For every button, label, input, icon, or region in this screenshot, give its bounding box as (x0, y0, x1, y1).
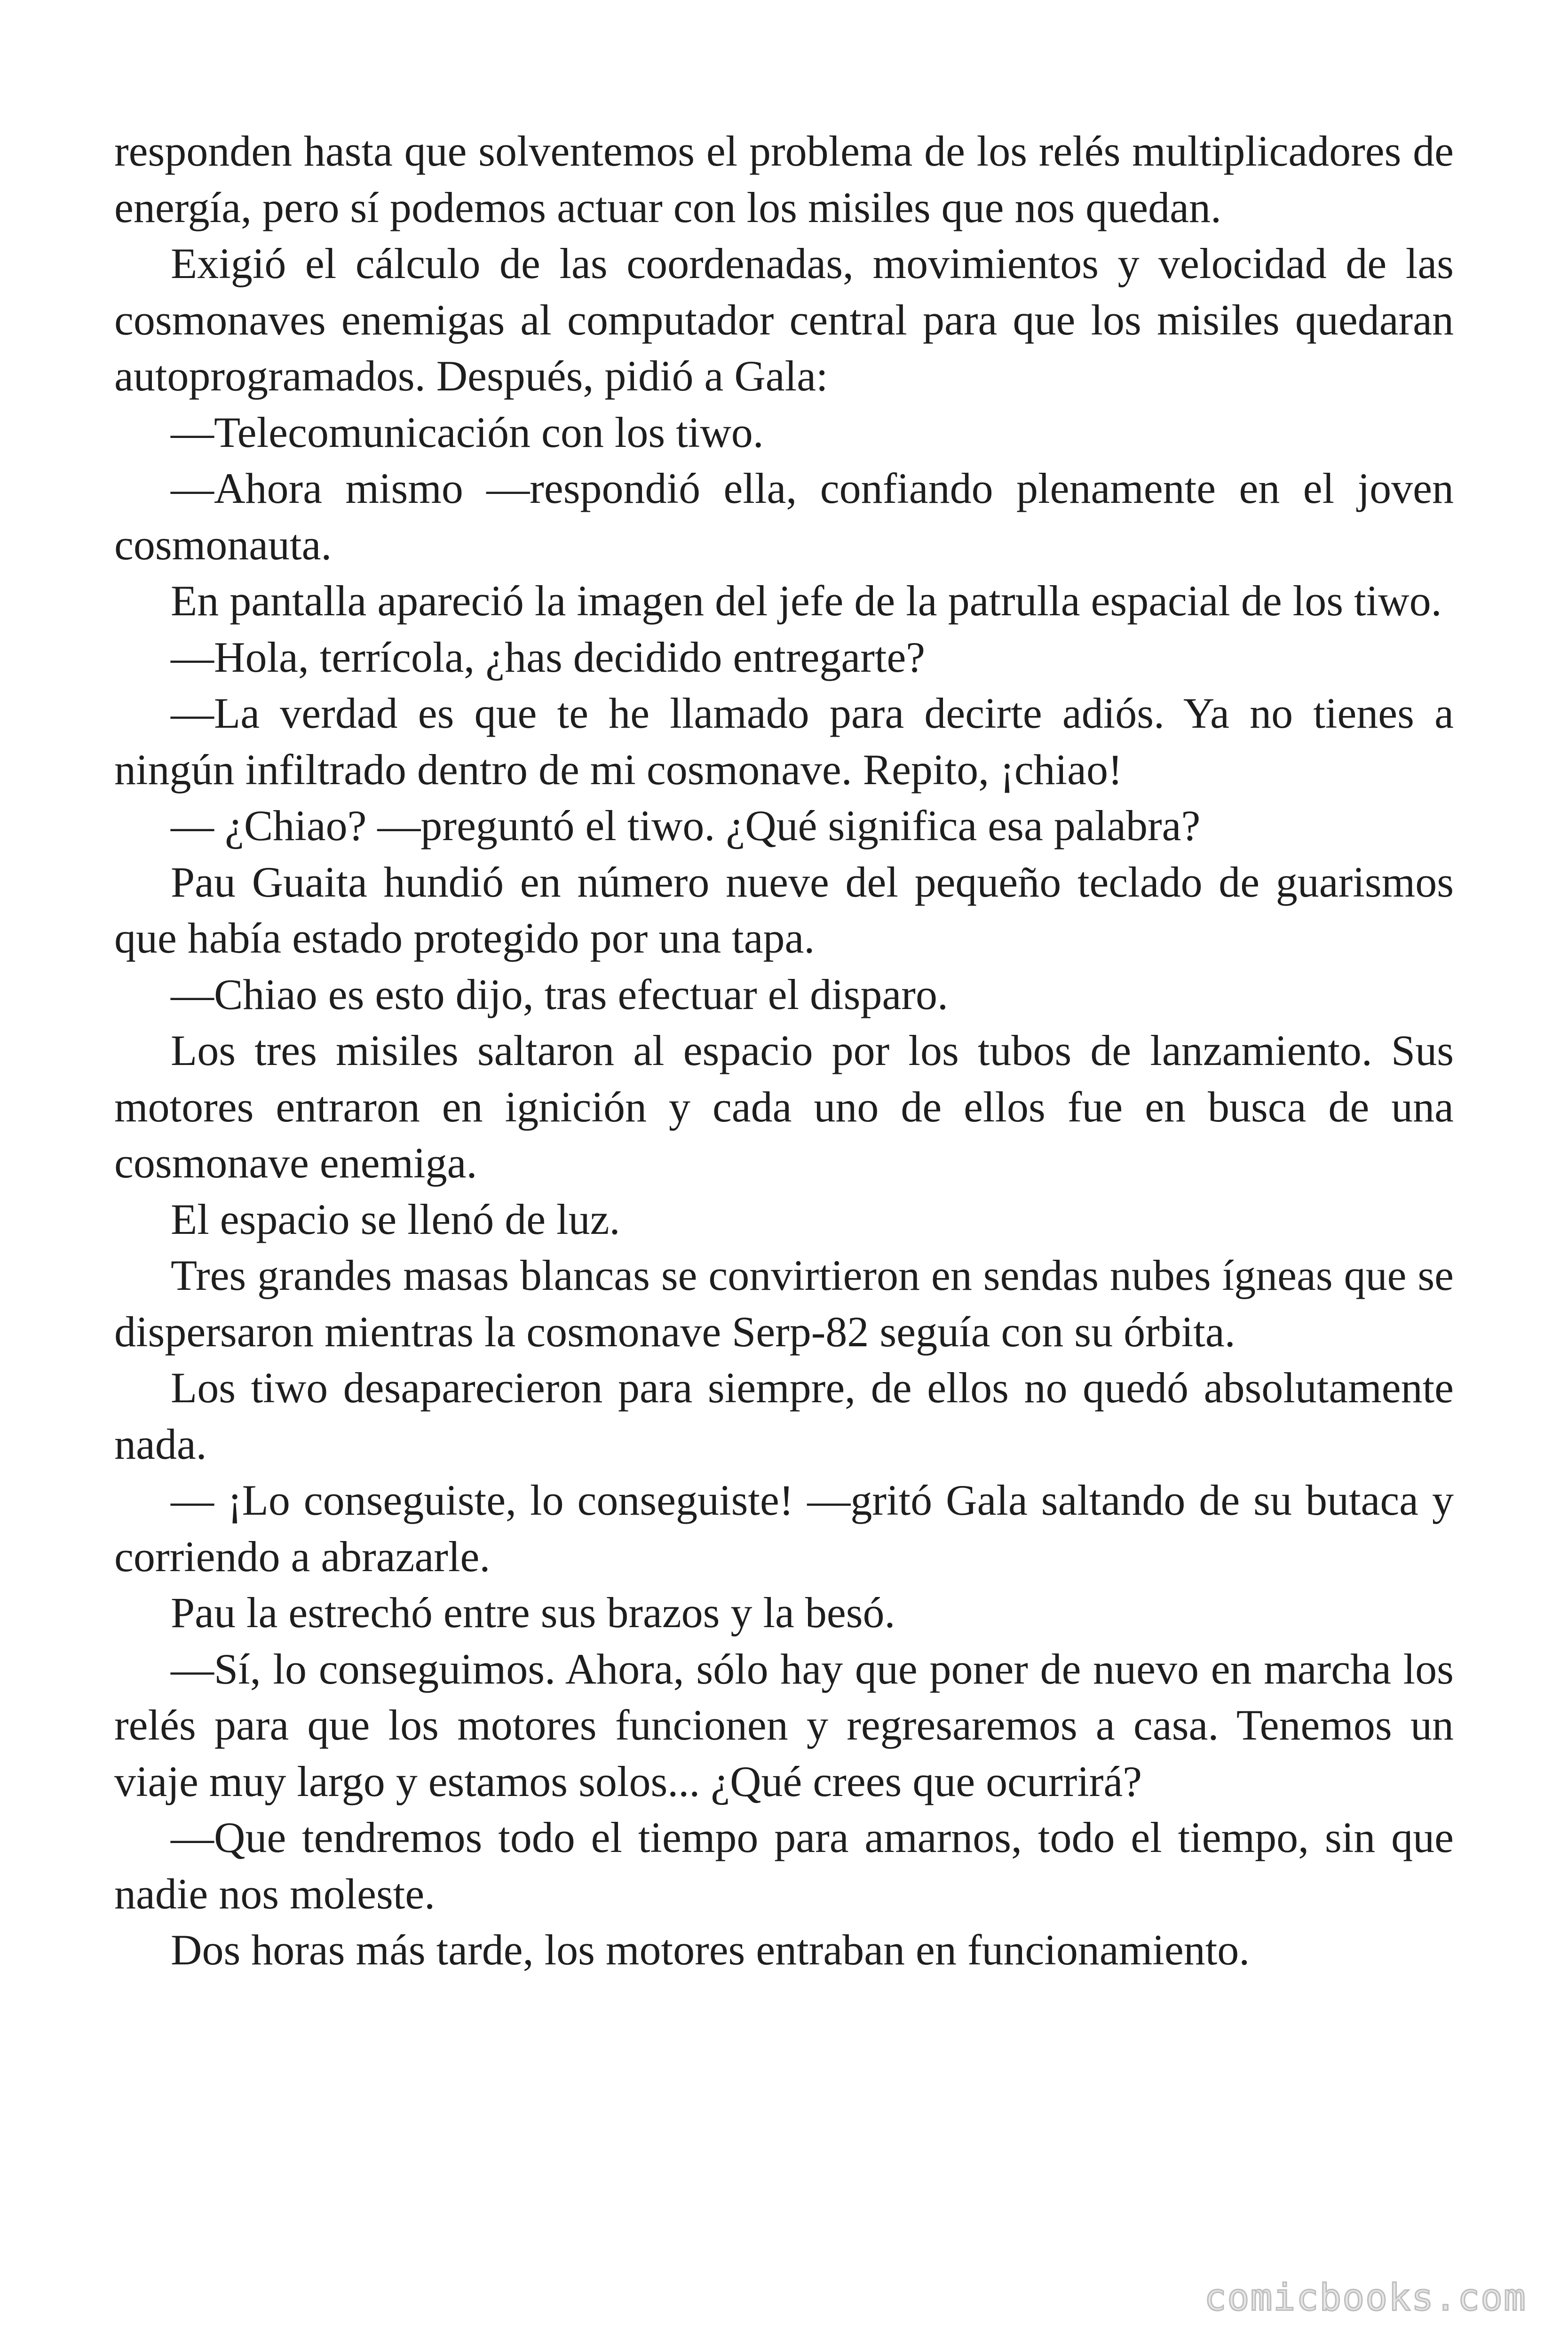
paragraph: Pau Guaita hundió en número nueve del pequeño teclado de guarismos que había estado protegido por una tapa. (114, 858, 1454, 962)
dialogue-line: —Chiao es esto dijo, tras efectuar el disparo. (171, 970, 948, 1018)
dialogue-line: — ¿Chiao? —preguntó el tiwo. ¿Qué significa esa palabra? (171, 802, 1201, 850)
page-body-text (114, 123, 1454, 1979)
watermark-text: comicbooks.com (1204, 2277, 1527, 2319)
dialogue-line: —Telecomunicación con los tiwo. (171, 408, 764, 456)
paragraph: Exigió el cálculo de las coordenadas, movimientos y velocidad de las cosmonaves enemigas al computador central para que los misiles quedaran autoprogramados. Después, pidió a Gala: (114, 239, 1454, 400)
paragraph: Los tiwo desaparecieron para siempre, de ellos no quedó absolutamente nada. (114, 1364, 1454, 1468)
paragraph: Pau la estrechó entre sus brazos y la besó. (171, 1589, 895, 1637)
dialogue-line: —Sí, lo conseguimos. Ahora, sólo hay que poner de nuevo en marcha los relés para que los motores funcionen y regresaremos a casa. Tenemos un viaje muy largo y estamos solos... ¿Qué crees que ocurrirá? (114, 1645, 1454, 1805)
paragraph: En pantalla apareció la imagen del jefe de la patrulla espacial de los tiwo. (171, 577, 1442, 625)
paragraph: Tres grandes masas blancas se convirtieron en sendas nubes ígneas que se dispersaron mientras la cosmonave Serp-82 seguía con su órbita. (114, 1251, 1454, 1356)
dialogue-line: —Que tendremos todo el tiempo para amarnos, todo el tiempo, sin que nadie nos moleste. (114, 1813, 1454, 1918)
dialogue-line: —Hola, terrícola, ¿has decidido entregarte? (171, 633, 926, 681)
paragraph: Los tres misiles saltaron al espacio por los tubos de lanzamiento. Sus motores entraron en ignición y cada uno de ellos fue en busca de una cosmonave enemiga. (114, 1026, 1454, 1187)
dialogue-line: —Ahora mismo —respondió ella, confiando plenamente en el joven cosmonauta. (114, 464, 1454, 569)
dialogue-line: — ¡Lo conseguiste, lo conseguiste! —gritó Gala saltando de su butaca y corriendo a abrazarle. (114, 1476, 1454, 1581)
dialogue-line: —La verdad es que te he llamado para decirte adiós. Ya no tienes a ningún infiltrado dentro de mi cosmonave. Repito, ¡chiao! (114, 689, 1454, 794)
paragraph-continued: responden hasta que solventemos el problema de los relés multiplicadores de energía, pero sí podemos actuar con los misiles que nos quedan. (114, 127, 1454, 231)
paragraph: Dos horas más tarde, los motores entraban en funcionamiento. (171, 1926, 1250, 1974)
paragraph: El espacio se llenó de luz. (171, 1195, 620, 1243)
